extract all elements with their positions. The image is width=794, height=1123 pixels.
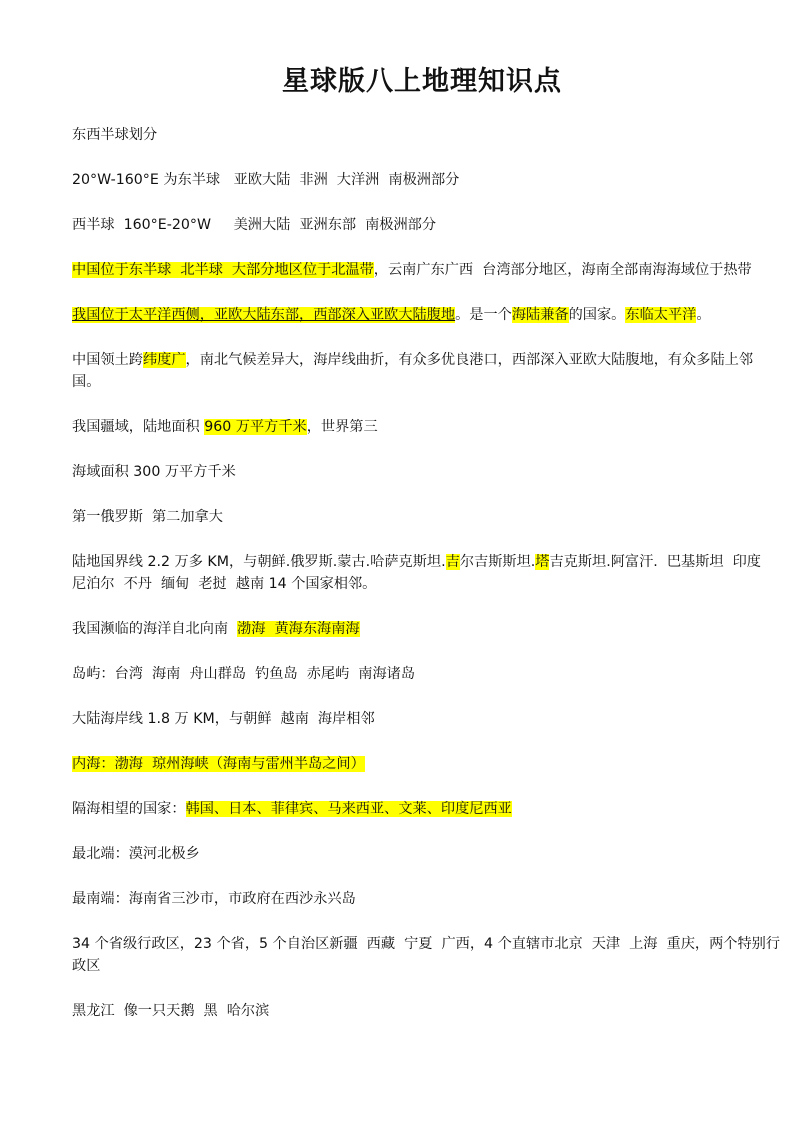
- highlighted-text: 韩国、日本、菲律宾、马来西亚、文莱、印度尼西亚: [185, 801, 512, 817]
- paragraph: [72, 214, 780, 236]
- text-segment: 隔海相望的国家：: [72, 801, 186, 817]
- paragraph: [72, 843, 780, 865]
- paragraph: [72, 663, 780, 685]
- paragraph: [72, 506, 780, 528]
- document-body: [72, 124, 780, 1022]
- text-segment: 第一俄罗斯 第二加拿大: [72, 509, 223, 525]
- highlighted-text: 东临太平洋: [625, 307, 697, 323]
- highlighted-text: 塔: [535, 554, 550, 570]
- text-segment: 我国疆域，陆地面积: [72, 419, 205, 435]
- text-segment: 中国领土跨: [72, 352, 143, 368]
- highlighted-text: 吉: [445, 554, 460, 570]
- text-segment: 的国家。: [568, 307, 626, 323]
- paragraph: [72, 888, 780, 910]
- text-segment: 东西半球划分: [72, 127, 158, 143]
- text-segment: 尔吉斯斯坦.: [459, 554, 536, 570]
- text-segment: 岛屿：台湾 海南 舟山群岛 钓鱼岛 赤尾屿 南海诸岛: [72, 666, 416, 682]
- text-segment: 西半球 160°E-20°W 美洲大陆 亚洲东部 南极洲部分: [72, 217, 437, 233]
- paragraph: [72, 551, 780, 595]
- highlighted-text: 纬度广: [142, 352, 186, 368]
- paragraph: [72, 618, 780, 640]
- text-segment: 。: [696, 307, 711, 323]
- text-segment: 我国濒临的海洋自北向南: [72, 621, 238, 637]
- paragraph: [72, 798, 780, 820]
- text-segment: 最北端：漠河北极乡: [72, 846, 200, 862]
- text-segment: ，世界第三: [306, 419, 378, 435]
- paragraph: [72, 461, 780, 483]
- text-segment: 。是一个: [455, 307, 512, 323]
- text-segment: 海域面积 300 万平方千米: [72, 464, 236, 480]
- text-segment: ，云南广东广西 台湾部分地区，海南全部南海海域位于热带: [373, 262, 752, 278]
- text-segment: 大陆海岸线 1.8 万 KM，与朝鲜 越南 海岸相邻: [72, 711, 375, 727]
- highlighted-text: 海陆兼备: [511, 307, 569, 323]
- text-segment: 陆地国界线 2.2 万多 KM，与朝鲜.俄罗斯.蒙古.哈萨克斯坦.: [72, 554, 446, 570]
- paragraph: [72, 349, 780, 393]
- text-segment: ，南北气候差异大，海岸线曲折，有众多优良港口，西部深入亚欧大陆腹地，有众多陆上邻国。: [72, 352, 754, 390]
- paragraph: [72, 708, 780, 730]
- highlighted-text: 我国位于太平洋西侧，亚欧大陆东部，西部深入亚欧大陆腹地: [72, 307, 456, 323]
- paragraph: [72, 933, 780, 977]
- paragraph: [72, 169, 780, 191]
- paragraph: [72, 753, 780, 775]
- paragraph: [72, 304, 780, 326]
- text-segment: 20°W-160°E 为东半球 亚欧大陆 非洲 大洋洲 南极洲部分: [72, 172, 460, 188]
- text-segment: 最南端：海南省三沙市，市政府在西沙永兴岛: [72, 891, 356, 907]
- document-title: 星球版八上地理知识点: [282, 66, 562, 97]
- paragraph: [72, 124, 780, 146]
- highlighted-text: 内海：渤海 琼州海峡（海南与雷州半岛之间）: [72, 756, 365, 772]
- paragraph: [72, 416, 780, 438]
- highlighted-text: 960 万平方千米: [204, 419, 307, 435]
- paragraph: [72, 259, 780, 281]
- text-segment: 34 个省级行政区，23 个省，5 个自治区新疆 西藏 宁夏 广西，4 个直辖市北京 天津 上海 重庆，两个特别行政区: [72, 936, 781, 974]
- text-segment: 黑龙江 像一只天鹅 黑 哈尔滨: [72, 1003, 270, 1019]
- paragraph: [72, 1000, 780, 1022]
- highlighted-text: 渤海 黄海东海南海: [237, 621, 360, 637]
- text-segment: 吉克斯坦.阿富汗. 巴基斯坦 印度 尼泊尔 不丹 缅甸 老挝 越南 14 个国家相邻。: [72, 554, 780, 592]
- highlighted-text: 中国位于东半球 北半球 大部分地区位于北温带: [72, 262, 374, 278]
